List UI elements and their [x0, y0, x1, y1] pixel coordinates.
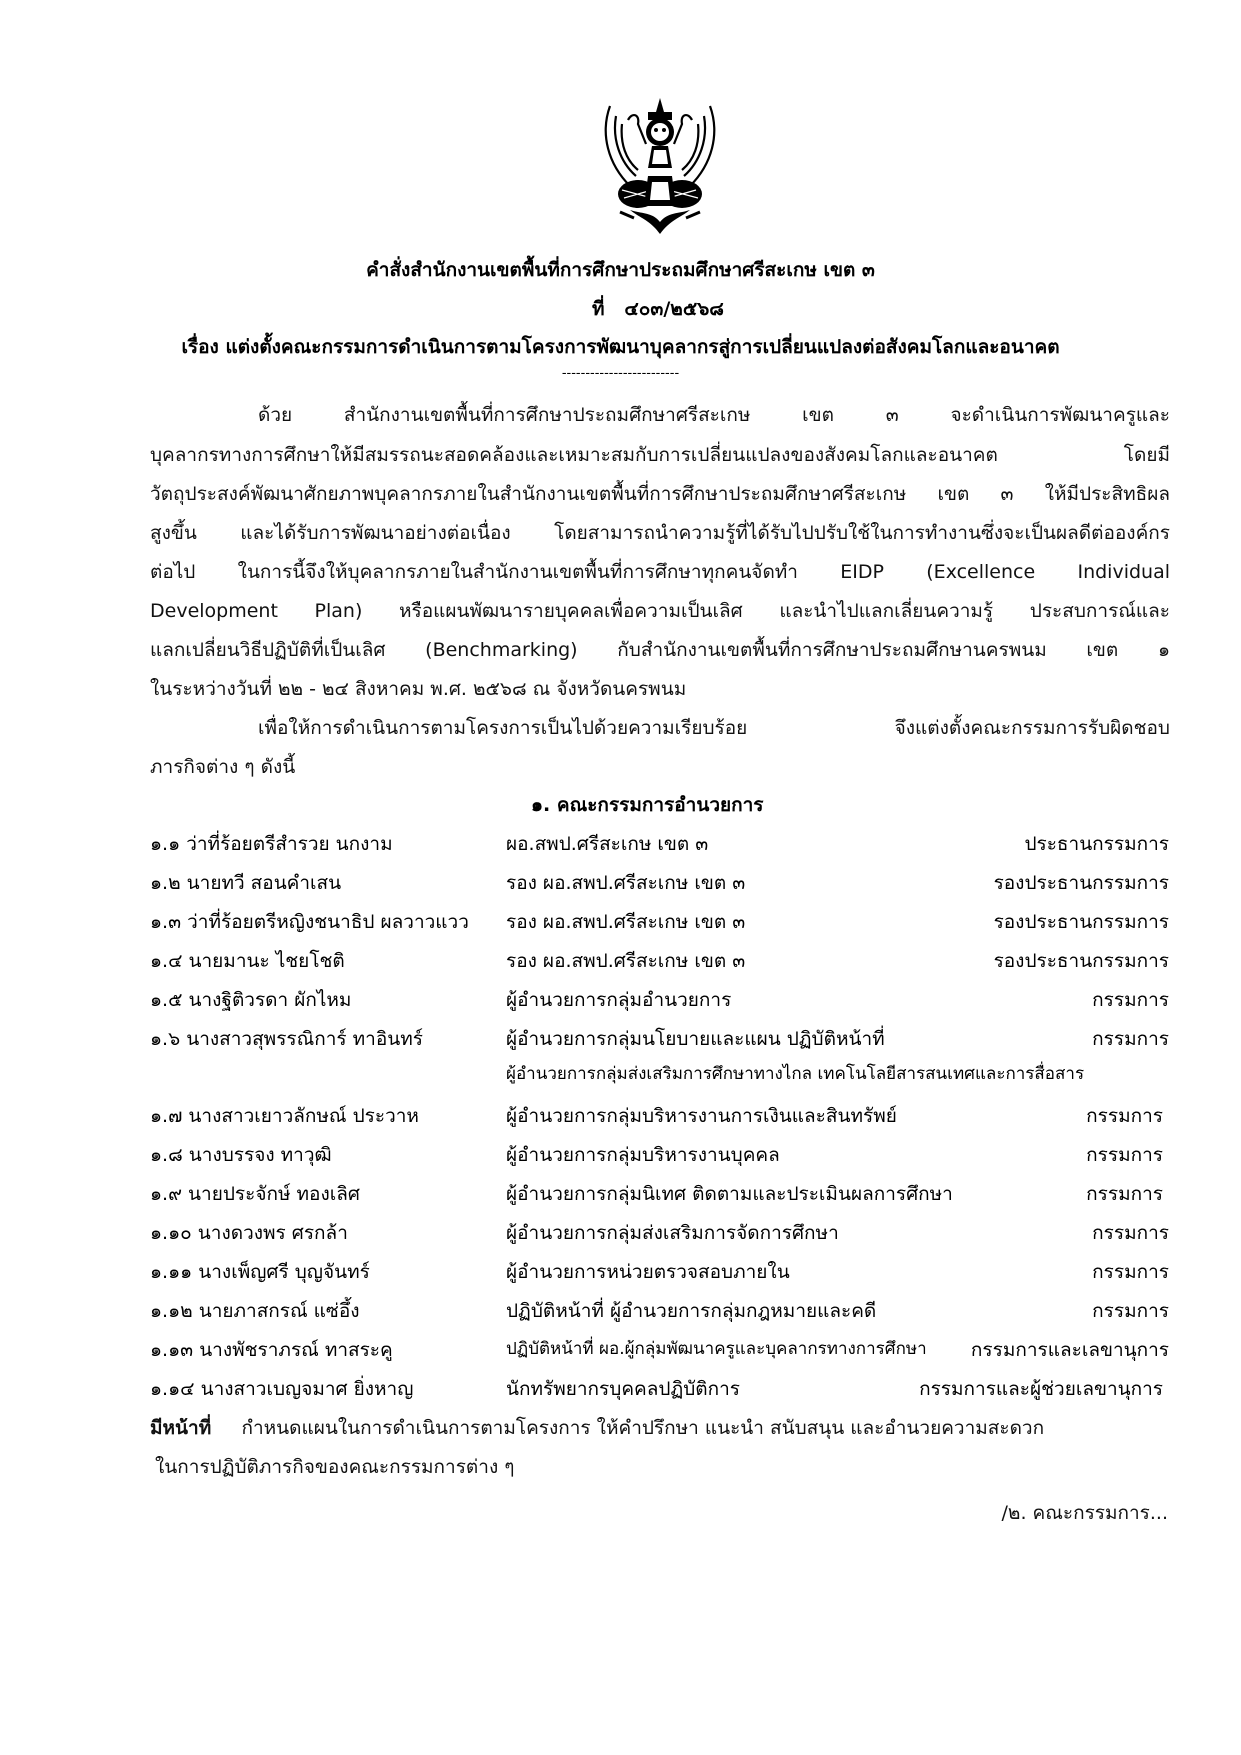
paragraph2-line: ภารกิจต่าง ๆ ดังนี้ — [150, 756, 296, 778]
member-role: กรรมการ — [1092, 1300, 1169, 1322]
paragraph1-line: Development Plan) หรือแผนพัฒนารายบุคคลเพื่อความเป็นเลิศ และนำไปแลกเลี่ยนความรู้ ประสบการณ์และ — [150, 600, 1170, 622]
member-role: กรรมการและผู้ช่วยเลขานุการ — [919, 1378, 1163, 1400]
member-role: รองประธานกรรมการ — [993, 911, 1169, 933]
member-role: กรรมการ — [1086, 1105, 1163, 1127]
member-name: ๑.๑๒ นายภาสกรณ์ แซ่อึ้ง — [150, 1300, 360, 1322]
member-position: ผู้อำนวยการกลุ่มส่งเสริมการจัดการศึกษา — [506, 1222, 839, 1244]
member-position-continued: ผู้อำนวยการกลุ่มส่งเสริมการศึกษาทางไกล เทคโนโลยีสารสนเทศและการสื่อสาร — [506, 1064, 1085, 1084]
order-number-label: ที่ — [592, 298, 605, 320]
member-position: ผอ.สพป.ศรีสะเกษ เขต ๓ — [506, 833, 709, 855]
duty-statement — [150, 1413, 1044, 1443]
order-number — [592, 294, 724, 324]
paragraph1-line: วัตถุประสงค์พัฒนาศักยภาพบุคลากรภายในสำนักงานเขตพื้นที่การศึกษาประถมศึกษาศรีสะเกษ เขต ๓ ให้มีประสิทธิผล — [150, 483, 1170, 505]
committee-member-row — [0, 1140, 1241, 1170]
order-title: คำสั่งสำนักงานเขตพื้นที่การศึกษาประถมศึกษาศรีสะเกษ เขต ๓ — [366, 259, 875, 281]
member-position: ปฏิบัติหน้าที่ ผู้อำนวยการกลุ่มกฎหมายและคดี — [506, 1300, 877, 1322]
member-name: ๑.๓ ว่าที่ร้อยตรีหญิงชนาธิป ผลวาวแวว — [150, 911, 469, 933]
member-position: ปฏิบัติหน้าที่ ผอ.ผู้กลุ่มพัฒนาครูและบุคลากรทางการศึกษา — [506, 1339, 927, 1359]
paragraph1-line: ต่อไป ในการนี้จึงให้บุคลากรภายในสำนักงานเขตพื้นที่การศึกษาทุกคนจัดทำ EIDP (Excellence Individual — [150, 561, 1170, 583]
committee-member-row — [0, 1296, 1241, 1326]
member-name: ๑.๑๐ นางดวงพร ศรกล้า — [150, 1222, 348, 1244]
order-number-value: ๔๐๓/๒๕๖๘ — [624, 298, 724, 320]
committee-member-row — [0, 1179, 1241, 1209]
page-continuation: /๒. คณะกรรมการ... — [1001, 1502, 1168, 1524]
member-name: ๑.๑ ว่าที่ร้อยตรีสำรวย นกงาม — [150, 833, 393, 855]
committee-member-row — [0, 829, 1241, 859]
member-position: ผู้อำนวยการกลุ่มนิเทศ ติดตามและประเมินผลการศึกษา — [506, 1183, 953, 1205]
member-position: รอง ผอ.สพป.ศรีสะเกษ เขต ๓ — [506, 872, 746, 894]
member-role: กรรมการ — [1092, 1261, 1169, 1283]
member-name: ๑.๔ นายมานะ ไชยโชติ — [150, 950, 345, 972]
garuda-emblem-icon — [590, 94, 730, 244]
member-position: ผู้อำนวยการกลุ่มอำนวยการ — [506, 989, 732, 1011]
member-name: ๑.๕ นางฐิติวรดา ผักไหม — [150, 989, 352, 1011]
committee-member-row — [0, 1257, 1241, 1287]
committee-member-row — [0, 985, 1241, 1015]
committee-member-row — [0, 1374, 1241, 1404]
paragraph1-line: ในระหว่างวันที่ ๒๒ - ๒๔ สิงหาคม พ.ศ. ๒๕๖๘ ณ จังหวัดนครพนม — [150, 678, 687, 700]
member-position: รอง ผอ.สพป.ศรีสะเกษ เขต ๓ — [506, 911, 746, 933]
committee-member-row — [0, 907, 1241, 937]
committee-member-row — [0, 1101, 1241, 1131]
member-role: กรรมการ — [1092, 1028, 1169, 1050]
subject-text: แต่งตั้งคณะกรรมการดำเนินการตามโครงการพัฒนาบุคลากรสู่การเปลี่ยนแปลงต่อสังคมโลกและอนาคต — [225, 336, 1060, 358]
committee-member-row — [0, 868, 1241, 898]
member-name: ๑.๑๔ นางสาวเบญจมาศ ยิ่งหาญ — [150, 1378, 414, 1400]
paragraph1-line: สูงขึ้น และได้รับการพัฒนาอย่างต่อเนื่อง โดยสามารถนำความรู้ที่ได้รับไปปรับใช้ในการทำงานซึ่งจะเป็นผลดีต่อองค์กร — [150, 522, 1170, 544]
paragraph2-line: เพื่อให้การดำเนินการตามโครงการเป็นไปด้วยความเรียบร้อย จึงแต่งตั้งคณะกรรมการรับผิดชอบ — [258, 717, 1170, 739]
member-position: ผู้อำนวยการกลุ่มนโยบายและแผน ปฏิบัติหน้าที่ — [506, 1028, 885, 1050]
committee-member-row — [0, 1024, 1241, 1054]
duty-statement-continued: ในการปฏิบัติภารกิจของคณะกรรมการต่าง ๆ — [155, 1456, 515, 1478]
divider: ------------------------- — [561, 366, 680, 381]
subject-label: เรื่อง — [181, 336, 219, 358]
member-position: ผู้อำนวยการหน่วยตรวจสอบภายใน — [506, 1261, 790, 1283]
member-position: ผู้อำนวยการกลุ่มบริหารงานการเงินและสินทรัพย์ — [506, 1105, 897, 1127]
duty-text: กำหนดแผนในการดำเนินการตามโครงการ ให้คำปรึกษา แนะนำ สนับสนุน และอำนวยความสะดวก — [241, 1417, 1045, 1439]
member-role: รองประธานกรรมการ — [993, 872, 1169, 894]
committee-member-row-continued — [0, 1060, 1241, 1090]
committee-member-row — [0, 946, 1241, 976]
member-role: กรรมการ — [1092, 989, 1169, 1011]
paragraph1-line: บุคลากรทางการศึกษาให้มีสมรรถนะสอดคล้องและเหมาะสมกับการเปลี่ยนแปลงของสังคมโลกและอนาคต โดยมี — [150, 444, 1170, 466]
member-position: รอง ผอ.สพป.ศรีสะเกษ เขต ๓ — [506, 950, 746, 972]
member-role: กรรมการและเลขานุการ — [970, 1339, 1169, 1361]
order-subject — [0, 332, 1241, 362]
member-role: ประธานกรรมการ — [1024, 833, 1169, 855]
member-role: กรรมการ — [1086, 1183, 1163, 1205]
paragraph1-line: ด้วย สำนักงานเขตพื้นที่การศึกษาประถมศึกษาศรีสะเกษ เขต ๓ จะดำเนินการพัฒนาครูและ — [258, 404, 1170, 426]
member-name: ๑.๖ นางสาวสุพรรณิการ์ ทาอินทร์ — [150, 1028, 423, 1050]
member-name: ๑.๑๓ นางพัชราภรณ์ ทาสระคู — [150, 1339, 393, 1361]
paragraph1-line: แลกเปลี่ยนวิธีปฏิบัติที่เป็นเลิศ (Benchmarking) กับสำนักงานเขตพื้นที่การศึกษาประถมศึกษานครพนม เขต ๑ — [150, 639, 1170, 661]
member-name: ๑.๙ นายประจักษ์ ทองเลิศ — [150, 1183, 360, 1205]
member-name: ๑.๘ นางบรรจง ทาวุฒิ — [150, 1144, 332, 1166]
member-role: กรรมการ — [1086, 1144, 1163, 1166]
committee-member-row — [0, 1335, 1241, 1365]
member-position: ผู้อำนวยการกลุ่มบริหารงานบุคคล — [506, 1144, 780, 1166]
member-position: นักทรัพยากรบุคคลปฏิบัติการ — [506, 1378, 740, 1400]
member-name: ๑.๒ นายทวี สอนคำเสน — [150, 872, 342, 894]
member-role: รองประธานกรรมการ — [993, 950, 1169, 972]
duty-label: มีหน้าที่ — [150, 1417, 212, 1439]
member-role: กรรมการ — [1092, 1222, 1169, 1244]
member-name: ๑.๑๑ นางเพ็ญศรี บุญจันทร์ — [150, 1261, 370, 1283]
member-name: ๑.๗ นางสาวเยาวลักษณ์ ประวาห — [150, 1105, 419, 1127]
committee-member-row — [0, 1218, 1241, 1248]
committee-heading: ๑. คณะกรรมการอำนวยการ — [531, 794, 764, 816]
